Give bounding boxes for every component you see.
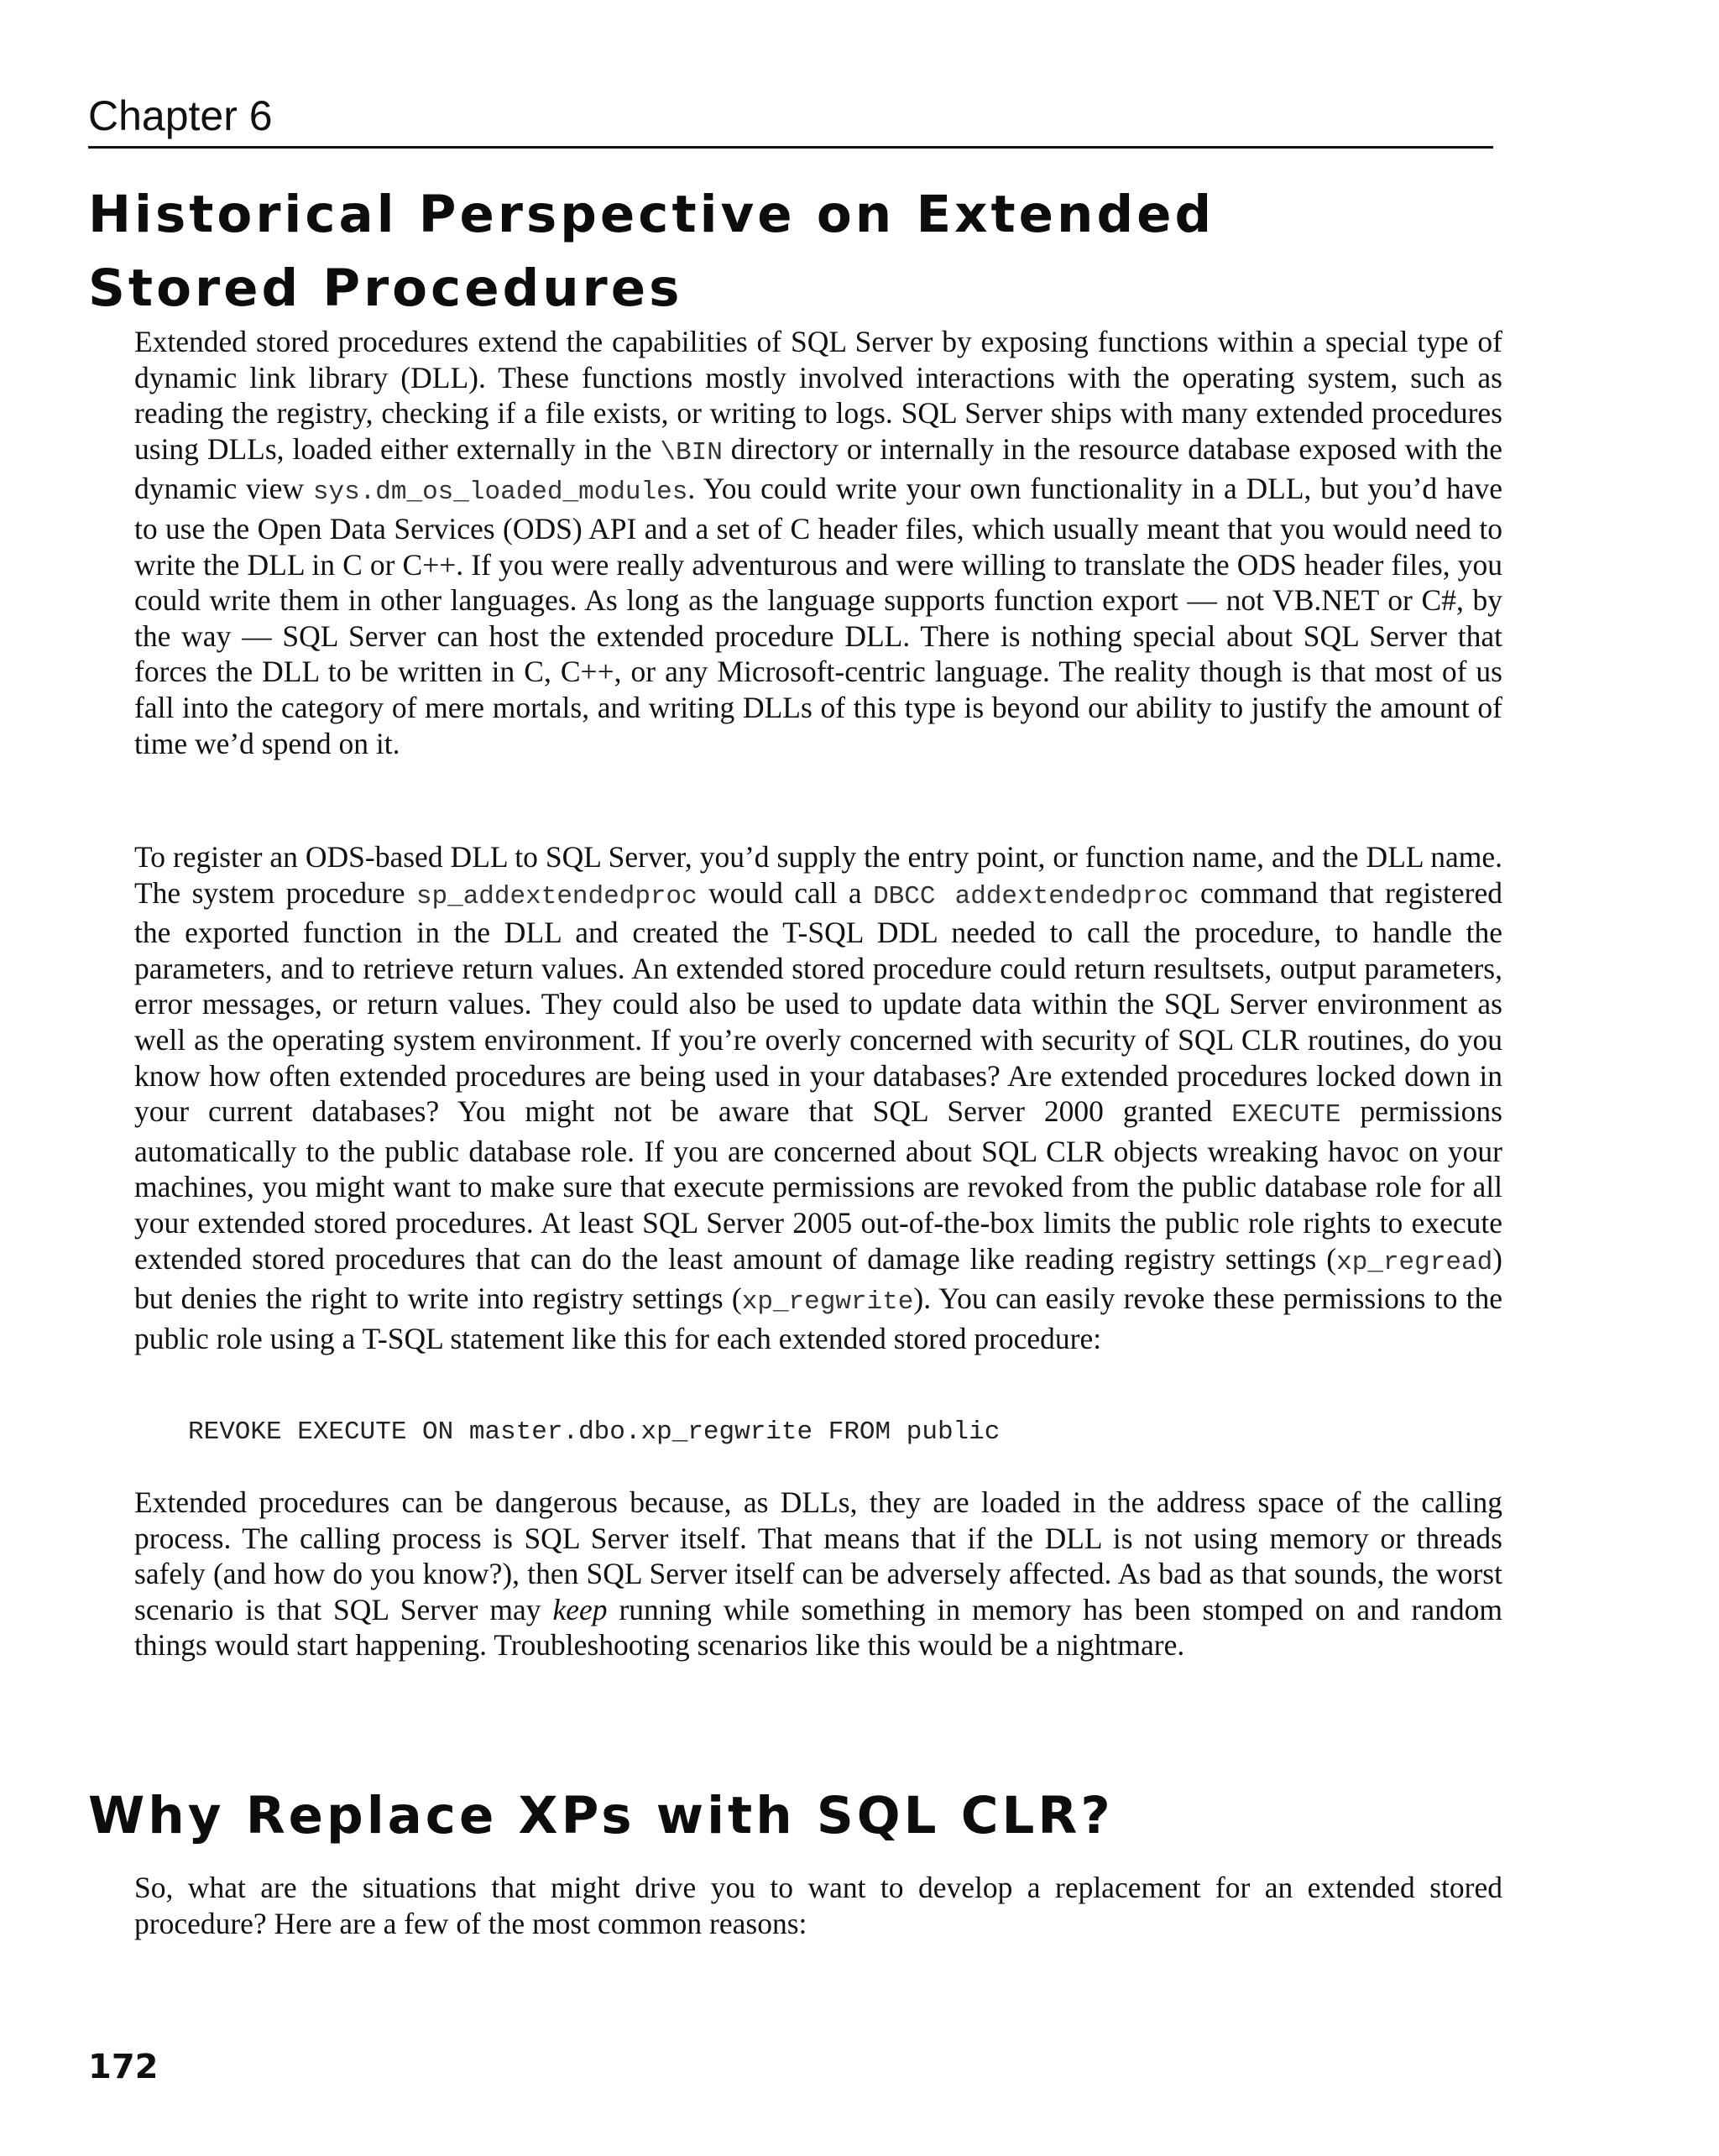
paragraph-text: ). You can easily revoke these permissions to the public role using a T-SQL statement like this for each extended stored procedure: xyxy=(134,1282,1502,1355)
inline-code: sp_addextendedproc xyxy=(415,881,698,911)
paragraph-text: directory or internally in the resource database exposed with the dynamic view xyxy=(134,431,1503,506)
paragraph-text: . You could write your own functionality in a DLL, but you’d have to use the Open Data Services (ODS) API and a set of C header files, which usually meant that you would need to write the DLL in C or C++. If you were really adventurous and were willing to translate the ODS header files, you could write them in other languages. As long as the language supports function export — not VB.NET or C#, by the way — SQL Server can host the extended procedure DLL. There is nothing special about SQL Server that forces the DLL to be written in C, C++, or any Microsoft-centric language. The reality though is that most of us fall into the category of mere mortals, and writing DLLs of this type is beyond our ability to justify the amount of time we’d spend on it. xyxy=(134,472,1502,760)
section-title: Historical Perspective on Extended Stored Procedures xyxy=(88,185,1215,318)
body-paragraph: So, what are the situations that might drive you to want to develop a replacement for an extended stored procedure? Here are a few of the most common reasons: xyxy=(134,1871,1502,1940)
inline-code: xp_regwrite xyxy=(741,1287,914,1318)
paragraph-text: To register an ODS-based DLL to SQL Server, you’d supply the entry point, or function name, and the DLL name. The system procedure xyxy=(134,840,1502,910)
section-title: Why Replace XPs with SQL CLR? xyxy=(88,1786,1114,1845)
paragraph-text: Extended stored procedures extend the capabilities of SQL Server by exposing functions within a special type of dynamic link library (DLL). These functions mostly involved interactions with the operating system, such as reading the registry, checking if a file exists, or writing to logs. SQL Server ships with many extended procedures using DLLs, loaded either externally in the xyxy=(134,325,1502,466)
paragraph-text: running while something in memory has been stomped on and random things would start happening. Troubleshooting scenarios like this would be a nightmare. xyxy=(134,1592,1502,1663)
page-number: 172 xyxy=(88,2048,159,2086)
paragraph-text: Extended procedures can be dangerous because, as DLLs, they are loaded in the address space of the calling process. The calling process is SQL Server itself. That means that if the DLL is not using memory or threads safely (and how do you know?), then SQL Server itself can be adversely affected. As bad as that sounds, the worst scenario is that SQL Server may xyxy=(134,1485,1502,1626)
inline-code: xp_regread xyxy=(1336,1247,1493,1277)
body-paragraph xyxy=(134,1485,1502,1663)
inline-code: DBCC addextendedproc xyxy=(873,881,1189,911)
paragraph-text: permissions automatically to the public database role. If you are concerned about SQL CLR objects wreaking havoc on your machines, you might want to make sure that execute permissions are revoked from the public database role for all your extended stored procedures. At least SQL Server 2005 out-of-the-box limits the public role rights to execute extended stored procedures that can do the least amount of damage like reading registry settings ( xyxy=(134,1094,1502,1276)
inline-code: \BIN xyxy=(660,437,723,467)
emphasis-text: keep xyxy=(552,1592,608,1626)
inline-code: sys.dm_os_loaded_modules xyxy=(312,478,688,508)
paragraph-text: would call a xyxy=(697,875,874,910)
code-block: REVOKE EXECUTE ON master.dbo.xp_regwrite FROM public xyxy=(188,1417,1001,1447)
inline-code: EXECUTE xyxy=(1231,1100,1341,1130)
body-paragraph xyxy=(134,839,1502,1356)
body-paragraph xyxy=(134,324,1502,761)
paragraph-text: command that registered the exported function in the DLL and created the T-SQL DDL needed to call the procedure, to handle the parameters, and to retrieve return values. An extended stored procedure could return resultsets, output parameters, error messages, or return values. They could also be used to update data within the SQL Server environment as well as the operating system environment. If you’re overly concerned with security of SQL CLR routines, do you know how often extended procedures are being used in your databases? Are extended procedures locked down in your current databases? You might not be aware that SQL Server 2000 granted xyxy=(134,875,1502,1129)
paragraph-text: ) but denies the right to write into registry settings ( xyxy=(134,1241,1502,1316)
running-head-chapter: Chapter 6 xyxy=(88,91,1493,149)
